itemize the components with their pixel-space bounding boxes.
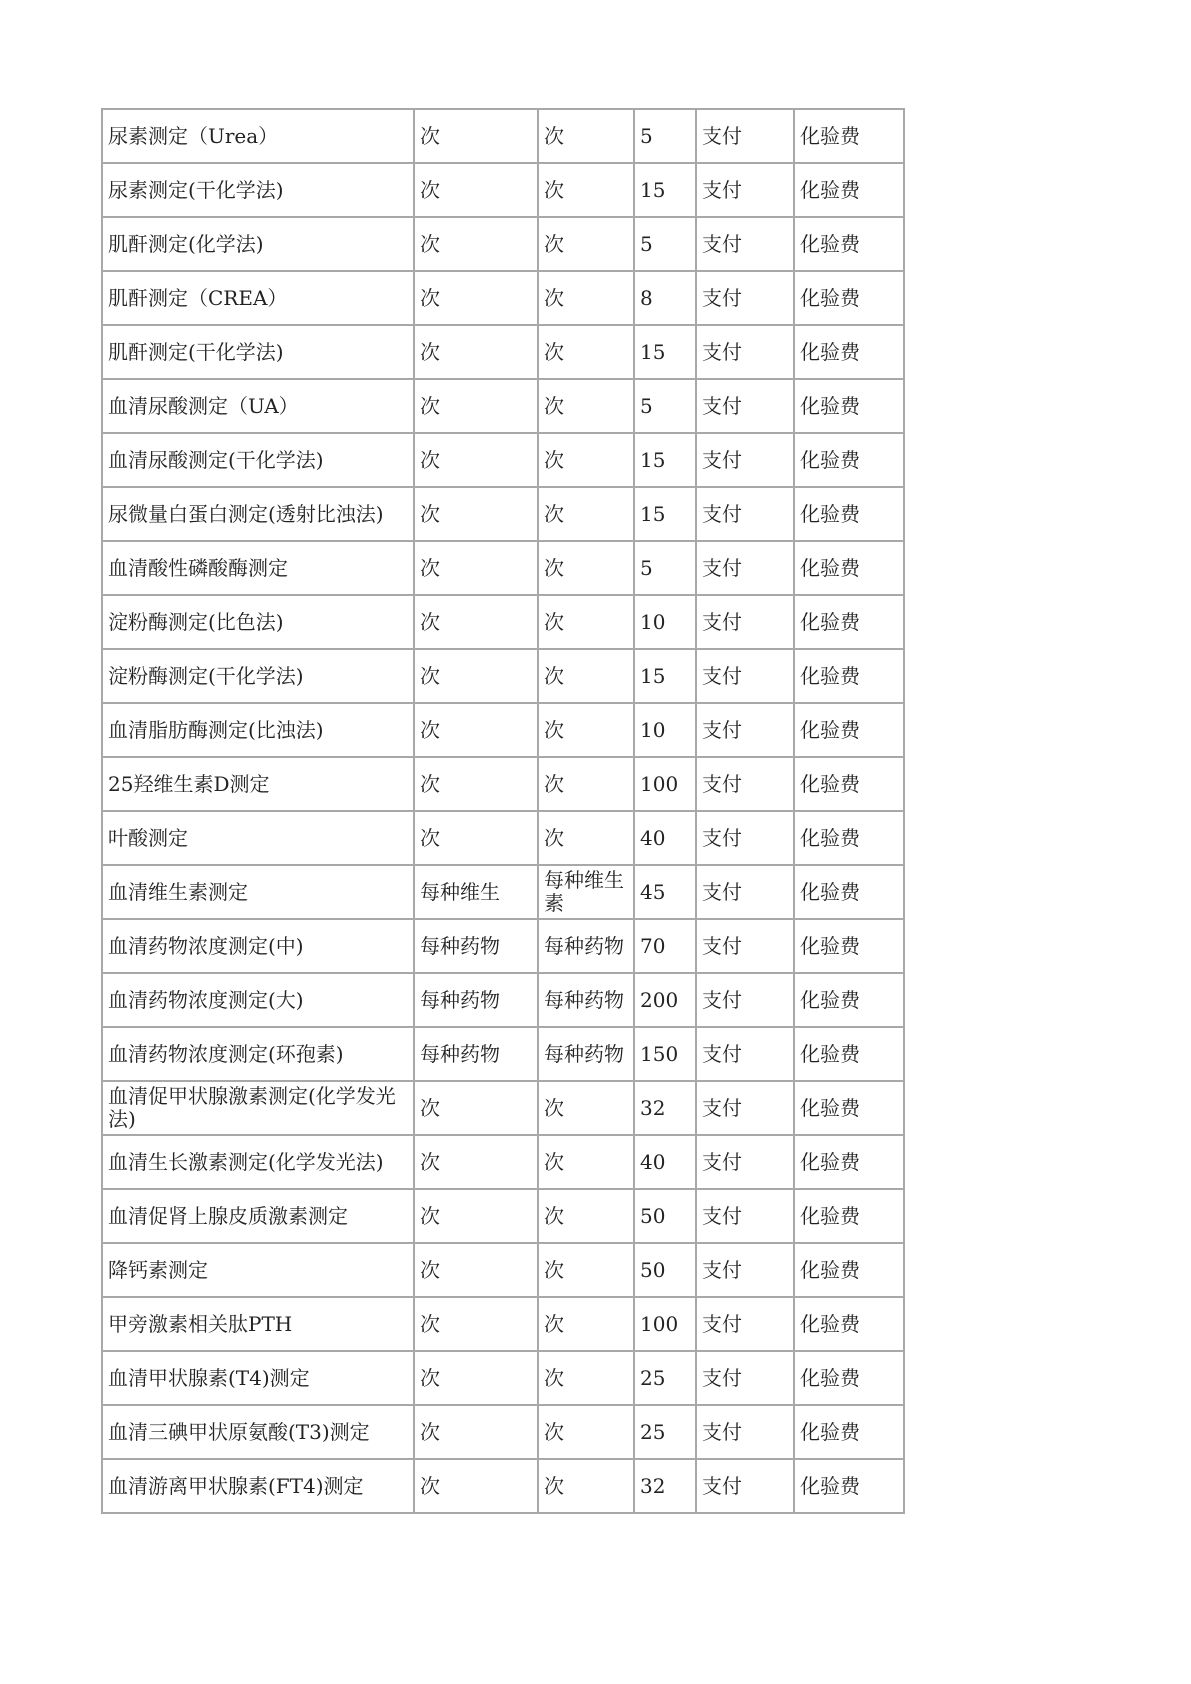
category-cell: 化验费 — [794, 1351, 904, 1405]
table-row — [102, 109, 904, 163]
price-cell: 15 — [634, 649, 696, 703]
billing-unit-cell: 次 — [538, 1135, 634, 1189]
price-cell: 25 — [634, 1351, 696, 1405]
table-row — [102, 541, 904, 595]
item-name-cell: 血清药物浓度测定(中) — [102, 919, 414, 973]
billing-unit-cell: 次 — [538, 595, 634, 649]
category-cell: 化验费 — [794, 865, 904, 919]
table-row — [102, 217, 904, 271]
table-row — [102, 325, 904, 379]
item-name-cell: 血清促肾上腺皮质激素测定 — [102, 1189, 414, 1243]
unit-cell: 每种药物 — [414, 973, 538, 1027]
billing-unit-cell: 次 — [538, 757, 634, 811]
payment-cell: 支付 — [696, 379, 794, 433]
billing-unit-cell: 次 — [538, 325, 634, 379]
unit-cell: 每种维生 — [414, 865, 538, 919]
price-cell: 45 — [634, 865, 696, 919]
billing-unit-cell: 次 — [538, 1351, 634, 1405]
table-row — [102, 1135, 904, 1189]
billing-unit-cell: 次 — [538, 487, 634, 541]
category-cell: 化验费 — [794, 163, 904, 217]
billing-unit-cell: 次 — [538, 541, 634, 595]
unit-cell: 次 — [414, 649, 538, 703]
price-cell: 15 — [634, 487, 696, 541]
price-cell: 5 — [634, 379, 696, 433]
billing-unit-cell: 次 — [538, 703, 634, 757]
category-cell: 化验费 — [794, 433, 904, 487]
item-name-cell: 肌酐测定（CREA） — [102, 271, 414, 325]
price-cell: 200 — [634, 973, 696, 1027]
unit-cell: 次 — [414, 1351, 538, 1405]
category-cell: 化验费 — [794, 1081, 904, 1135]
unit-cell: 次 — [414, 757, 538, 811]
billing-unit-cell: 次 — [538, 1297, 634, 1351]
billing-unit-cell: 次 — [538, 649, 634, 703]
table-row — [102, 271, 904, 325]
category-cell: 化验费 — [794, 487, 904, 541]
item-name-cell: 血清尿酸测定（UA） — [102, 379, 414, 433]
table-row — [102, 1405, 904, 1459]
category-cell: 化验费 — [794, 1189, 904, 1243]
payment-cell: 支付 — [696, 163, 794, 217]
billing-unit-cell: 次 — [538, 1081, 634, 1135]
unit-cell: 次 — [414, 1189, 538, 1243]
billing-unit-cell: 次 — [538, 433, 634, 487]
payment-cell: 支付 — [696, 487, 794, 541]
table-row — [102, 649, 904, 703]
unit-cell: 次 — [414, 595, 538, 649]
price-cell: 5 — [634, 541, 696, 595]
unit-cell: 次 — [414, 271, 538, 325]
category-cell: 化验费 — [794, 271, 904, 325]
item-name-cell: 血清促甲状腺激素测定(化学发光法) — [102, 1081, 414, 1135]
category-cell: 化验费 — [794, 1459, 904, 1513]
item-name-cell: 血清脂肪酶测定(比浊法) — [102, 703, 414, 757]
price-cell: 32 — [634, 1081, 696, 1135]
category-cell: 化验费 — [794, 1297, 904, 1351]
payment-cell: 支付 — [696, 1027, 794, 1081]
table-row — [102, 919, 904, 973]
price-cell: 10 — [634, 703, 696, 757]
table-row — [102, 1189, 904, 1243]
price-cell: 8 — [634, 271, 696, 325]
price-cell: 100 — [634, 1297, 696, 1351]
category-cell: 化验费 — [794, 109, 904, 163]
item-name-cell: 血清生长激素测定(化学发光法) — [102, 1135, 414, 1189]
payment-cell: 支付 — [696, 1189, 794, 1243]
category-cell: 化验费 — [794, 541, 904, 595]
price-cell: 32 — [634, 1459, 696, 1513]
fee-table — [101, 108, 905, 1514]
category-cell: 化验费 — [794, 1243, 904, 1297]
price-cell: 40 — [634, 811, 696, 865]
item-name-cell: 肌酐测定(化学法) — [102, 217, 414, 271]
category-cell: 化验费 — [794, 811, 904, 865]
price-cell: 50 — [634, 1189, 696, 1243]
item-name-cell: 尿素测定(干化学法) — [102, 163, 414, 217]
category-cell: 化验费 — [794, 595, 904, 649]
billing-unit-cell: 次 — [538, 163, 634, 217]
category-cell: 化验费 — [794, 703, 904, 757]
payment-cell: 支付 — [696, 1351, 794, 1405]
billing-unit-cell: 次 — [538, 811, 634, 865]
fee-table-body — [102, 109, 904, 1513]
table-row — [102, 595, 904, 649]
unit-cell: 次 — [414, 1081, 538, 1135]
payment-cell: 支付 — [696, 757, 794, 811]
unit-cell: 次 — [414, 487, 538, 541]
unit-cell: 次 — [414, 325, 538, 379]
billing-unit-cell: 次 — [538, 217, 634, 271]
item-name-cell: 甲旁激素相关肽PTH — [102, 1297, 414, 1351]
category-cell: 化验费 — [794, 1027, 904, 1081]
price-cell: 15 — [634, 163, 696, 217]
table-row — [102, 1243, 904, 1297]
payment-cell: 支付 — [696, 973, 794, 1027]
billing-unit-cell: 每种药物 — [538, 919, 634, 973]
payment-cell: 支付 — [696, 1459, 794, 1513]
table-row — [102, 1081, 904, 1135]
billing-unit-cell: 每种药物 — [538, 973, 634, 1027]
payment-cell: 支付 — [696, 109, 794, 163]
billing-unit-cell: 次 — [538, 1189, 634, 1243]
payment-cell: 支付 — [696, 433, 794, 487]
table-row — [102, 487, 904, 541]
price-cell: 25 — [634, 1405, 696, 1459]
item-name-cell: 血清尿酸测定(干化学法) — [102, 433, 414, 487]
billing-unit-cell: 次 — [538, 271, 634, 325]
unit-cell: 次 — [414, 1405, 538, 1459]
price-cell: 5 — [634, 109, 696, 163]
table-row — [102, 865, 904, 919]
item-name-cell: 血清三碘甲状原氨酸(T3)测定 — [102, 1405, 414, 1459]
unit-cell: 次 — [414, 1459, 538, 1513]
category-cell: 化验费 — [794, 757, 904, 811]
item-name-cell: 25羟维生素D测定 — [102, 757, 414, 811]
price-cell: 40 — [634, 1135, 696, 1189]
item-name-cell: 血清药物浓度测定(环孢素) — [102, 1027, 414, 1081]
category-cell: 化验费 — [794, 1405, 904, 1459]
category-cell: 化验费 — [794, 649, 904, 703]
price-cell: 100 — [634, 757, 696, 811]
category-cell: 化验费 — [794, 973, 904, 1027]
item-name-cell: 淀粉酶测定(干化学法) — [102, 649, 414, 703]
item-name-cell: 血清药物浓度测定(大) — [102, 973, 414, 1027]
item-name-cell: 淀粉酶测定(比色法) — [102, 595, 414, 649]
unit-cell: 次 — [414, 541, 538, 595]
item-name-cell: 肌酐测定(干化学法) — [102, 325, 414, 379]
item-name-cell: 血清游离甲状腺素(FT4)测定 — [102, 1459, 414, 1513]
unit-cell: 次 — [414, 1243, 538, 1297]
table-row — [102, 973, 904, 1027]
table-row — [102, 163, 904, 217]
price-cell: 15 — [634, 433, 696, 487]
unit-cell: 次 — [414, 109, 538, 163]
payment-cell: 支付 — [696, 325, 794, 379]
table-row — [102, 1297, 904, 1351]
price-cell: 150 — [634, 1027, 696, 1081]
category-cell: 化验费 — [794, 379, 904, 433]
price-cell: 10 — [634, 595, 696, 649]
unit-cell: 每种药物 — [414, 919, 538, 973]
payment-cell: 支付 — [696, 1297, 794, 1351]
payment-cell: 支付 — [696, 703, 794, 757]
payment-cell: 支付 — [696, 1135, 794, 1189]
billing-unit-cell: 次 — [538, 379, 634, 433]
billing-unit-cell: 每种维生素 — [538, 865, 634, 919]
item-name-cell: 叶酸测定 — [102, 811, 414, 865]
payment-cell: 支付 — [696, 865, 794, 919]
table-row — [102, 1459, 904, 1513]
price-cell: 70 — [634, 919, 696, 973]
table-row — [102, 433, 904, 487]
unit-cell: 次 — [414, 811, 538, 865]
payment-cell: 支付 — [696, 595, 794, 649]
payment-cell: 支付 — [696, 649, 794, 703]
item-name-cell: 血清酸性磷酸酶测定 — [102, 541, 414, 595]
unit-cell: 次 — [414, 379, 538, 433]
table-row — [102, 1351, 904, 1405]
item-name-cell: 尿素测定（Urea） — [102, 109, 414, 163]
table-row — [102, 1027, 904, 1081]
category-cell: 化验费 — [794, 217, 904, 271]
payment-cell: 支付 — [696, 919, 794, 973]
payment-cell: 支付 — [696, 811, 794, 865]
item-name-cell: 血清甲状腺素(T4)测定 — [102, 1351, 414, 1405]
billing-unit-cell: 次 — [538, 1405, 634, 1459]
unit-cell: 次 — [414, 217, 538, 271]
item-name-cell: 尿微量白蛋白测定(透射比浊法) — [102, 487, 414, 541]
unit-cell: 次 — [414, 1297, 538, 1351]
price-cell: 15 — [634, 325, 696, 379]
price-cell: 50 — [634, 1243, 696, 1297]
table-row — [102, 811, 904, 865]
unit-cell: 次 — [414, 433, 538, 487]
payment-cell: 支付 — [696, 1081, 794, 1135]
billing-unit-cell: 次 — [538, 1243, 634, 1297]
payment-cell: 支付 — [696, 1243, 794, 1297]
payment-cell: 支付 — [696, 217, 794, 271]
billing-unit-cell: 每种药物 — [538, 1027, 634, 1081]
billing-unit-cell: 次 — [538, 1459, 634, 1513]
table-row — [102, 379, 904, 433]
unit-cell: 次 — [414, 703, 538, 757]
category-cell: 化验费 — [794, 325, 904, 379]
payment-cell: 支付 — [696, 271, 794, 325]
item-name-cell: 降钙素测定 — [102, 1243, 414, 1297]
unit-cell: 次 — [414, 163, 538, 217]
category-cell: 化验费 — [794, 919, 904, 973]
category-cell: 化验费 — [794, 1135, 904, 1189]
unit-cell: 每种药物 — [414, 1027, 538, 1081]
payment-cell: 支付 — [696, 541, 794, 595]
billing-unit-cell: 次 — [538, 109, 634, 163]
payment-cell: 支付 — [696, 1405, 794, 1459]
table-row — [102, 757, 904, 811]
item-name-cell: 血清维生素测定 — [102, 865, 414, 919]
table-row — [102, 703, 904, 757]
price-cell: 5 — [634, 217, 696, 271]
unit-cell: 次 — [414, 1135, 538, 1189]
